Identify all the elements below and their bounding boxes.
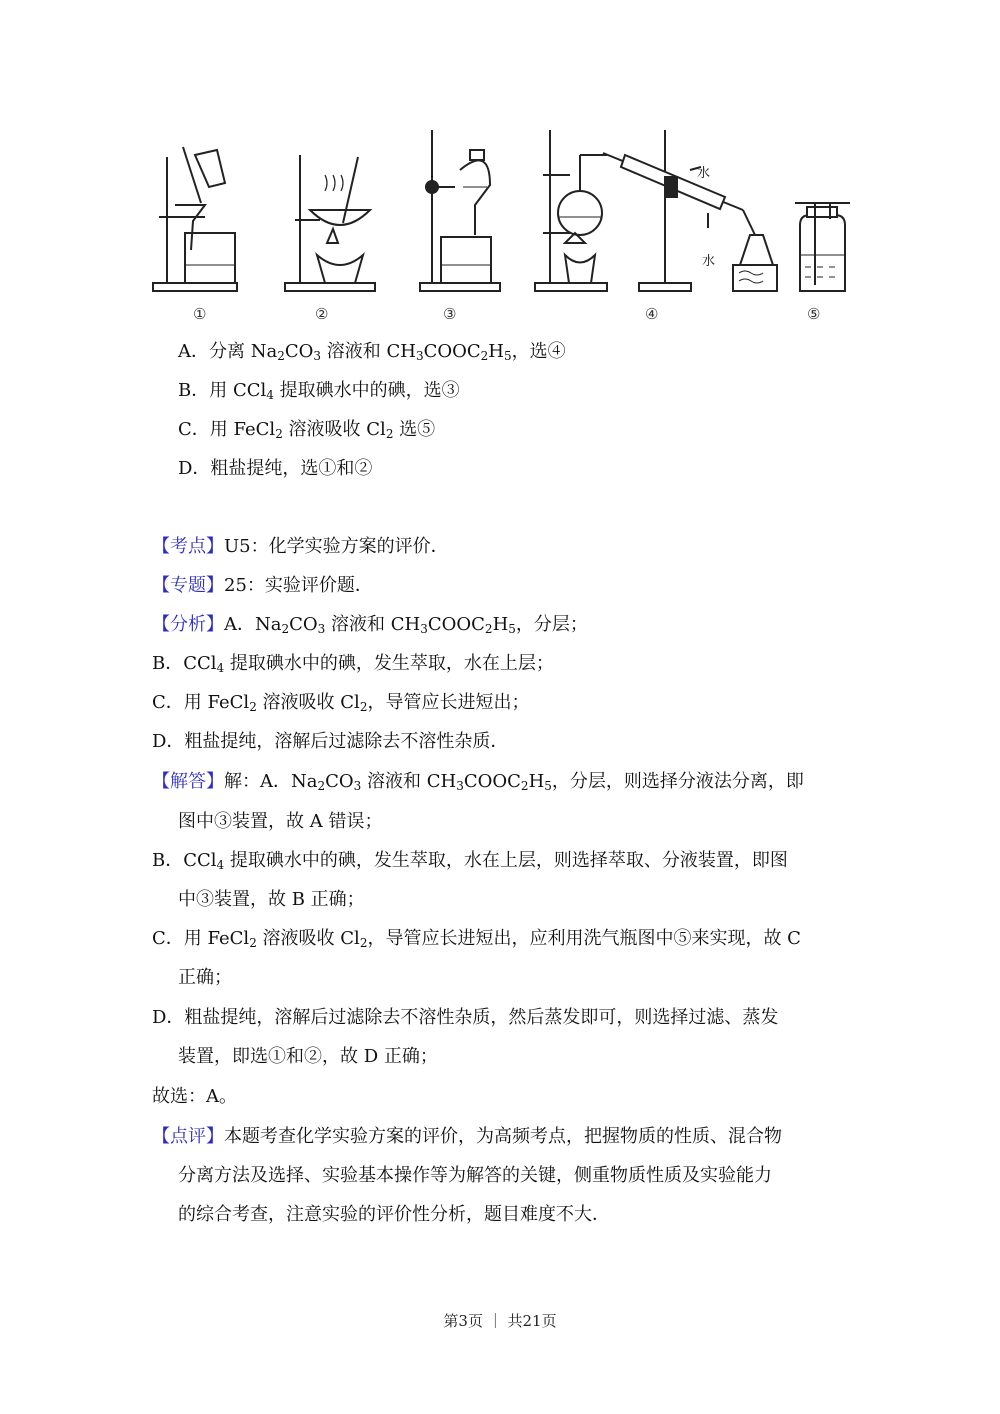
separatory-funnel-apparatus [420, 130, 500, 291]
page-footer: 第3页 ｜ 共21页 [443, 1312, 557, 1330]
kaodian-line: 【考点】U5：化学实验方案的评价． [152, 536, 449, 557]
dianping-line-1: 【点评】本题考查化学实验方案的评价，为高频考点，把握物质的性质、混合物 [152, 1126, 782, 1147]
figure-label-3: ③ [443, 305, 457, 323]
option-d: D．粗盐提纯，选①和② [178, 458, 373, 479]
apparatus-figure [145, 125, 860, 335]
jieda-line-c-cont: 正确； [178, 967, 232, 988]
jieda-final: 故选：A。 [152, 1086, 237, 1107]
gas-washing-bottle [795, 203, 850, 291]
fenxi-line-c: C．用 FeCl$_2$ 溶液吸收 $Cl_2$，导管应长进短出； [152, 692, 530, 714]
jieda-line-d-cont: 装置，即选①和②，故 D 正确； [178, 1046, 438, 1067]
fenxi-line-a: 【分析】A．$Na_2CO_3$ 溶液和 $CH_3COOC_2H_5$，分层； [152, 614, 588, 636]
jieda-line-b: B．CCl$_4$ 提取碘水中的碘，发生萃取，水在上层，则选择萃取、分液装置，即图 [152, 850, 788, 872]
evaporation-apparatus [285, 155, 375, 291]
dianping-line-3: 的综合考查，注意实验的评价性分析，题目难度不大． [178, 1204, 610, 1225]
apparatus-diagram [145, 125, 860, 305]
dianping-line-2: 分离方法及选择、实验基本操作等为解答的关键，侧重物质性质及实验能力 [178, 1165, 772, 1186]
water-label-top: 水 [697, 166, 711, 181]
jieda-line-c: C．用 FeCl$_2$ 溶液吸收 $Cl_2$，导管应长进短出，应利用洗气瓶图中⑤来实现，故 C [152, 928, 801, 950]
zhuanti-line: 【专题】25：实验评价题． [152, 575, 373, 596]
figure-label-4: ④ [645, 305, 659, 323]
jieda-line-a: 【解答】解：A．$Na_2CO_3$ 溶液和 $CH_3COOC_2H_5$，分层，则选择分液法分离，即 [152, 771, 804, 793]
option-b: B．用 CCl$_4$ 提取碘水中的碘，选③ [178, 380, 460, 402]
figure-label-5: ⑤ [807, 305, 821, 323]
fenxi-line-b: B．CCl$_4$ 提取碘水中的碘，发生萃取，水在上层； [152, 653, 554, 675]
fenxi-line-d: D．粗盐提纯，溶解后过滤除去不溶性杂质． [152, 731, 509, 752]
fenxi-tag: 【分析】 [152, 614, 224, 635]
jieda-line-b-cont: 中③装置，故 B 正确； [178, 889, 365, 910]
figure-label-2: ② [315, 305, 329, 323]
jieda-line-a-cont: 图中③装置，故 A 错误； [178, 811, 383, 832]
distillation-apparatus [535, 130, 777, 291]
kaodian-tag: 【考点】 [152, 536, 224, 557]
jieda-tag: 【解答】 [152, 771, 224, 792]
jieda-line-d: D．粗盐提纯，溶解后过滤除去不溶性杂质，然后蒸发即可，则选择过滤、蒸发 [152, 1007, 779, 1028]
zhuanti-tag: 【专题】 [152, 575, 224, 596]
dianping-tag: 【点评】 [152, 1126, 224, 1147]
filtration-apparatus [153, 147, 237, 291]
figure-label-1: ① [193, 305, 207, 323]
option-c: C．用 FeCl$_2$ 溶液吸收 $Cl_2$ 选⑤ [178, 419, 436, 441]
water-label-bottom: 水 [702, 254, 716, 269]
figure-labels [145, 305, 860, 331]
option-a: A．分离 $Na_2CO_3$ 溶液和 $CH_3COOC_2H_5$，选④ [178, 341, 566, 363]
